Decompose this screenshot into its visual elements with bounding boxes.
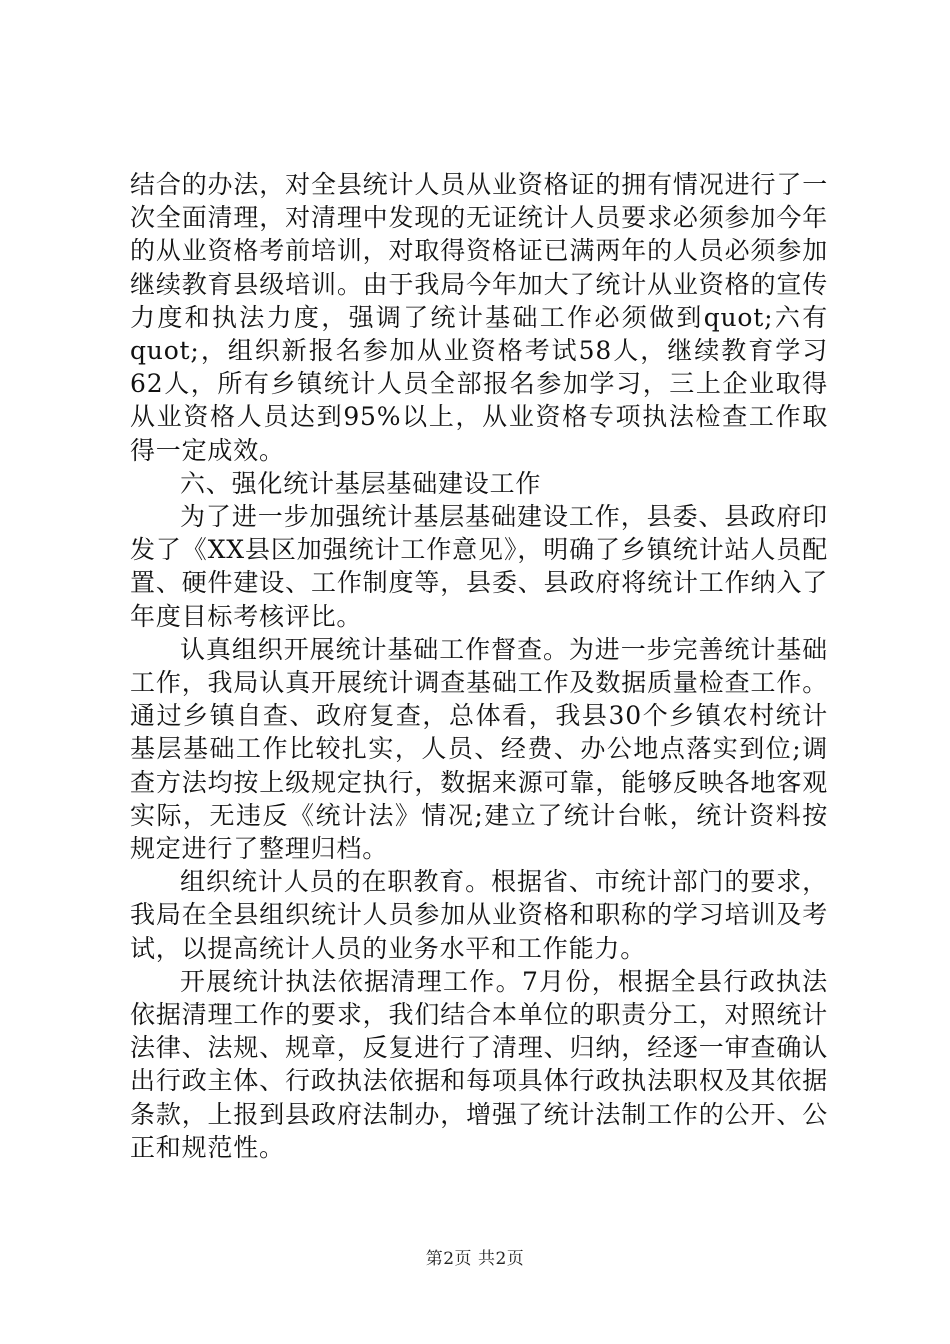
page-number-footer: 第2页 共2页: [425, 1249, 525, 1269]
document-body: [130, 168, 828, 1164]
paragraph: 组织统计人员的在职教育。根据省、市统计部门的要求，我局在全县组织统计人员参加从业资格和职称的学习培训及考试，以提高统计人员的业务水平和工作能力。: [130, 867, 828, 963]
paragraph: 为了进一步加强统计基层基础建设工作，县委、县政府印发了《XX县区加强统计工作意见》，明确了乡镇统计站人员配置、硬件建设、工作制度等，县委、县政府将统计工作纳入了年度目标考核评比。: [130, 502, 828, 631]
section-heading: 六、强化统计基层基础建设工作: [180, 468, 542, 498]
paragraph: 认真组织开展统计基础工作督查。为进一步完善统计基础工作，我局认真开展统计调查基础工作及数据质量检查工作。通过乡镇自查、政府复查，总体看，我县30个乡镇农村统计基层基础工作比较扎实，人员、经费、办公地点落实到位;调查方法均按上级规定执行，数据来源可靠，能够反映各地客观实际，无违反《统计法》情况;建立了统计台帐，统计资料按规定进行了整理归档。: [130, 634, 828, 864]
paragraph-continuation: 结合的办法，对全县统计人员从业资格证的拥有情况进行了一次全面清理，对清理中发现的无证统计人员要求必须参加今年的从业资格考前培训，对取得资格证已满两年的人员必须参加继续教育县级培训。由于我局今年加大了统计从业资格的宣传力度和执法力度，强调了统计基础工作必须做到quot;六有quot;，组织新报名参加从业资格考试58人，继续教育学习62人，所有乡镇统计人员全部报名参加学习，三上企业取得从业资格人员达到95%以上，从业资格专项执法检查工作取得一定成效。: [130, 170, 828, 465]
paragraph: 开展统计执法依据清理工作。7月份，根据全县行政执法依据清理工作的要求，我们结合本单位的职责分工，对照统计法律、法规、规章，反复进行了清理、归纳，经逐一审查确认出行政主体、行政执法依据和每项具体行政执法职权及其依据条款，上报到县政府法制办，增强了统计法制工作的公开、公正和规范性。: [130, 966, 828, 1162]
